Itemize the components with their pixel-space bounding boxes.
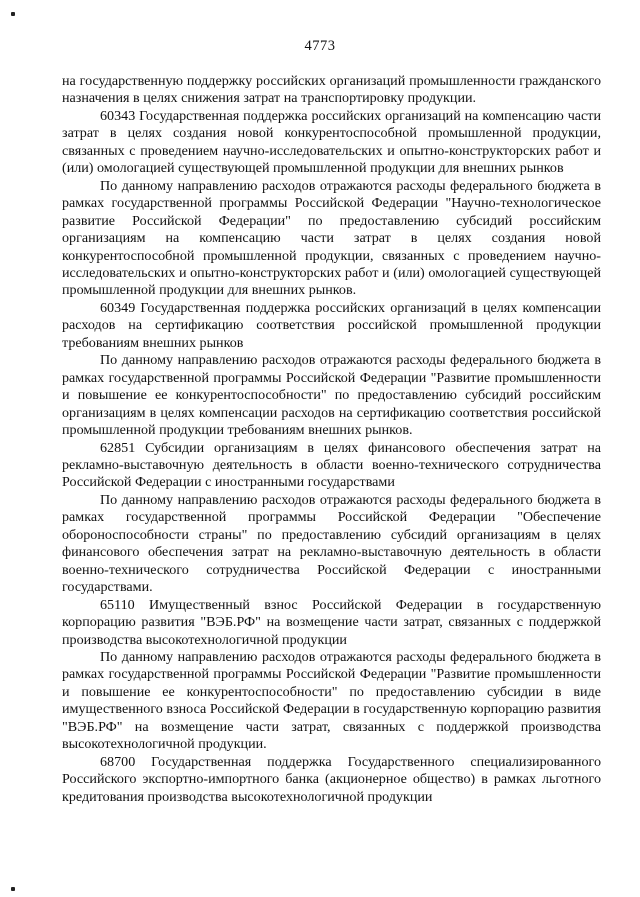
scan-dot xyxy=(11,12,15,16)
paragraph-62851-heading: 62851 Субсидии организациям в целях финансового обеспечения затрат на рекламно-выставочную деятельность в области военно-технического сотрудничества Российской Федерации с иностранными государствами xyxy=(62,439,601,491)
page-number: 4773 xyxy=(304,38,336,54)
paragraph-68700-heading: 68700 Государственная поддержка Государственного специализированного Российского экспортно-импортного банка (акционерное общество) в рамках льготного кредитования производства высокотехнологичной продукции xyxy=(62,753,601,805)
paragraph-62851-description: По данному направлению расходов отражаются расходы федерального бюджета в рамках государственной программы Российской Федерации "Обеспечение обороноспособности страны" по предоставлению субсидий организациям в целях финансового обеспечения затрат на рекламно-выставочную деятельность в области военно-технического сотрудничества Российской Федерации с иностранными государствами. xyxy=(62,491,601,596)
paragraph-65110-description: По данному направлению расходов отражаются расходы федерального бюджета в рамках государственной программы Российской Федерации "Развитие промышленности и повышение ее конкурентоспособности" по предоставлению субсидии в виде имущественного взноса Российской Федерации в государственную корпорацию развития "ВЭБ.РФ" на возмещение части затрат, связанных с поддержкой производства высокотехнологичной продукции. xyxy=(62,648,601,753)
paragraph-65110-heading: 65110 Имущественный взнос Российской Федерации в государственную корпорацию развития "ВЭБ.РФ" на возмещение части затрат, связанных с поддержкой производства высокотехнологичной продукции xyxy=(62,596,601,648)
paragraph-60349-description: По данному направлению расходов отражаются расходы федерального бюджета в рамках государственной программы Российской Федерации "Развитие промышленности и повышение ее конкурентоспособности" по предоставлению субсидий российским организациям в целях компенсации расходов на сертификацию соответствия российской промышленной продукции требованиям внешних рынков. xyxy=(62,352,601,439)
document-body xyxy=(62,73,601,806)
paragraph-continuation: на государственную поддержку российских организаций промышленности гражданского назначения в целях снижения затрат на транспортировку продукции. xyxy=(62,73,601,107)
paragraph-60349-heading: 60349 Государственная поддержка российских организаций в целях компенсации расходов на сертификацию соответствия российской промышленной продукции требованиям внешних рынков xyxy=(62,299,601,351)
scan-dot xyxy=(11,887,15,891)
paragraph-60343-heading: 60343 Государственная поддержка российских организаций на компенсацию части затрат в целях создания новой конкурентоспособной промышленной продукции, связанных с проведением научно-исследовательских и опытно-конструкторских работ и (или) омологацией существующей промышленной продукции для внешних рынков xyxy=(62,107,601,177)
paragraph-60343-description: По данному направлению расходов отражаются расходы федерального бюджета в рамках государственной программы Российской Федерации "Научно-технологическое развитие Российской Федерации" по предоставлению субсидий российским организациям на компенсацию части затрат в целях создания новой конкурентоспособной промышленной продукции, связанных с проведением научно-исследовательских и опытно-конструкторских работ и (или) омологацией существующей промышленной продукции для внешних рынков. xyxy=(62,177,601,299)
